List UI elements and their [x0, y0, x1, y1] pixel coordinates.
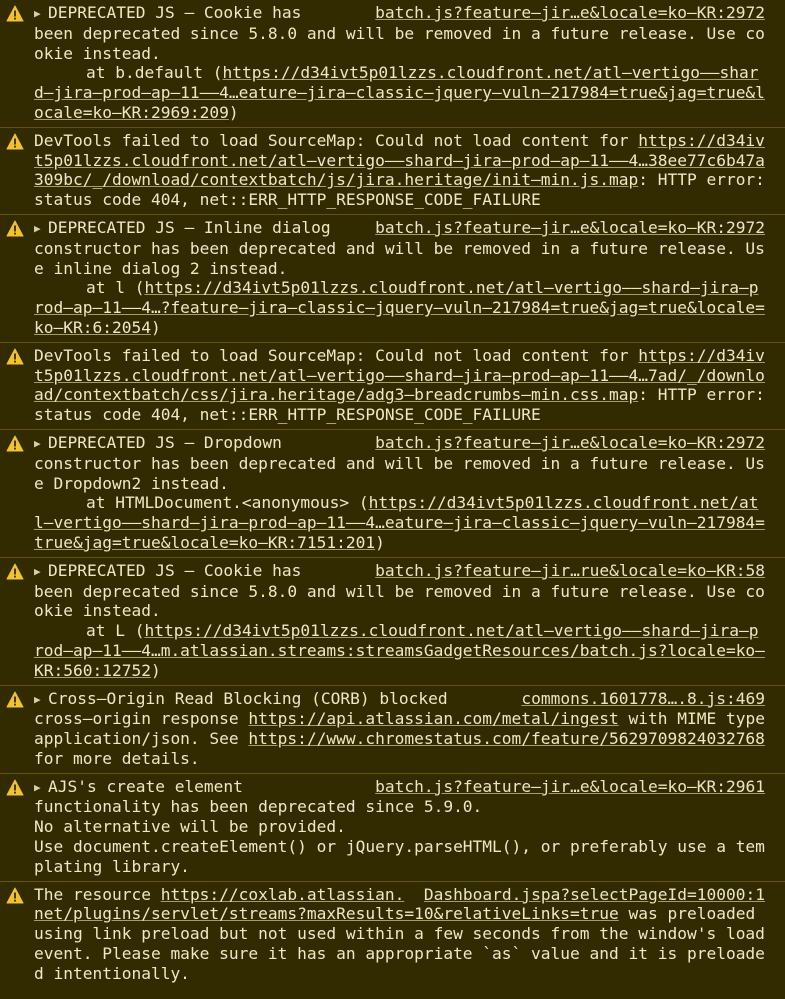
source-location-link[interactable]: commons.1601778….8.js:469 [521, 688, 765, 708]
source-location-link[interactable]: batch.js?feature–jir…rue&locale=ko–KR:58 [375, 560, 765, 580]
stack-frame-close: ) [150, 660, 161, 680]
message-suffix: : HTTP error: status code 404, net::ERR_HTTP_RESPONSE_CODE_FAILURE [34, 385, 775, 425]
source-location-link[interactable]: batch.js?feature–jir…e&locale=ko–KR:2972 [375, 432, 765, 452]
warning-icon [6, 133, 24, 150]
expand-arrow-icon[interactable]: ▶ [34, 780, 41, 794]
body-text: cross–origin response [34, 709, 249, 729]
message-suffix: was preloaded using link preload but not used within a few seconds from the window's load event. Please make sure it has an appropriate `as` value and it is preloaded intentionally. [34, 904, 775, 983]
stack-frame-close: ) [150, 317, 161, 337]
message-body: been deprecated since 5.8.0 and will be removed in a future release. Use cookie instead. [34, 23, 765, 63]
message-text [34, 777, 243, 796]
message-text [34, 561, 301, 580]
message-head: AJS's create element [48, 776, 243, 796]
stack-frame-link[interactable]: https://d34ivt5p01lzzs.cloudfront.net/atl–vertigo––shard–jira–prod–ap–11––4…?feature–jira–classic–jquery–vuln–217984=true&jag=true&locale=ko–KR:6:2054 [34, 278, 765, 337]
stack-frame-close: ) [375, 532, 385, 552]
source-location-link[interactable]: Dashboard.jspa?selectPageId=10000:1 [423, 884, 765, 904]
warning-icon [6, 435, 24, 452]
warning-icon [6, 220, 24, 237]
message-prefix: DevTools failed to load SourceMap: Could not load content for [34, 130, 639, 150]
source-location-link[interactable]: batch.js?feature–jir…e&locale=ko–KR:2972 [375, 217, 765, 237]
message-prefix: DevTools failed to load SourceMap: Could not load content for [34, 345, 639, 365]
console-warning-message[interactable] [0, 429, 785, 557]
expand-arrow-icon[interactable]: ▶ [34, 436, 41, 450]
stack-frame-label: at L ( [86, 621, 145, 641]
url-link[interactable]: https://d34ivt5p01lzzs.cloudfront.net/atl–vertigo––shard–jira–prod–ap–11––4…38ee77c6b47a309bc/_/download/contextbatch/js/jira.heritage/init–min.js.map [34, 130, 765, 190]
warning-icon [6, 779, 24, 796]
url-link[interactable]: https://d34ivt5p01lzzs.cloudfront.net/atl–vertigo––shard–jira–prod–ap–11––4…7ad/_/download/contextbatch/css/jira.heritage/adg3–breadcrumbs–min.css.map [34, 345, 765, 405]
message-line: Use document.createElement() or jQuery.parseHTML(), or preferably use a templating library. [34, 837, 765, 876]
message-body: constructor has been deprecated and will be removed in a future release. Use inline dialog 2 instead. [34, 238, 765, 278]
message-line: No alternative will be provided. [34, 817, 346, 837]
console-warning-message[interactable] [0, 0, 785, 127]
message-text [34, 345, 775, 425]
source-location-link[interactable]: batch.js?feature–jir…e&locale=ko–KR:2972 [375, 3, 765, 22]
message-body: been deprecated since 5.8.0 and will be removed in a future release. Use cookie instead. [34, 581, 765, 621]
console-warning-message[interactable] [0, 127, 785, 214]
message-text [34, 218, 331, 237]
message-line: functionality has been deprecated since 5.9.0. [34, 797, 483, 817]
stack-frame-label: at HTMLDocument.<anonymous> ( [86, 493, 369, 513]
body-text: for more details. [34, 729, 775, 768]
source-location-link[interactable]: batch.js?feature–jir…e&locale=ko–KR:2961 [375, 776, 765, 796]
message-text [34, 689, 448, 708]
expand-arrow-icon[interactable]: ▶ [34, 692, 41, 706]
message-body: constructor has been deprecated and will be removed in a future release. Use Dropdown2 instead. [34, 453, 765, 493]
stack-trace-line [34, 621, 765, 680]
stack-frame-link[interactable]: https://d34ivt5p01lzzs.cloudfront.net/atl–vertigo––shard–jira–prod–ap–11––4…m.atlassian.streams:streamsGadgetResources/batch.js?locale=ko–KR:560:12752 [34, 621, 765, 680]
message-head: DEPRECATED JS – Cookie has [48, 560, 302, 580]
message-text [34, 433, 282, 452]
stack-trace-line [34, 63, 765, 122]
stack-frame-label: at b.default ( [86, 63, 223, 83]
url-link[interactable]: https://coxlab.atlassian.net/plugins/servlet/streams?maxResults=10&relativeLinks=true [34, 884, 619, 924]
console-warning-message[interactable] [0, 342, 785, 429]
message-text [34, 3, 301, 22]
message-prefix: The resource [34, 884, 161, 904]
console-warning-message[interactable] [0, 881, 785, 988]
warning-icon [6, 5, 24, 22]
message-head: Cross–Origin Read Blocking (CORB) blocked [48, 688, 448, 708]
message-head: DEPRECATED JS – Cookie has [48, 3, 302, 22]
console-warning-message[interactable] [0, 773, 785, 881]
message-head: DEPRECATED JS – Inline dialog [48, 217, 331, 237]
expand-arrow-icon[interactable]: ▶ [34, 564, 41, 578]
warning-icon [6, 691, 24, 708]
warning-icon [6, 348, 24, 365]
warning-icon [6, 563, 24, 580]
console-warning-message[interactable] [0, 557, 785, 685]
message-head: DEPRECATED JS – Dropdown [48, 432, 282, 452]
message-text [34, 130, 775, 210]
stack-frame-label: at l ( [86, 278, 145, 298]
url-link[interactable]: https://www.chromestatus.com/feature/5629709824032768 [248, 729, 765, 749]
expand-arrow-icon[interactable]: ▶ [34, 7, 41, 20]
stack-trace-line [34, 493, 765, 552]
console-warning-message[interactable] [0, 214, 785, 342]
stack-frame-link[interactable]: https://d34ivt5p01lzzs.cloudfront.net/atl–vertigo––shard–jira–prod–ap–11––4…eature–jira–classic–jquery–vuln–217984=true&jag=true&locale=ko–KR:2969:209 [34, 63, 765, 122]
expand-arrow-icon[interactable]: ▶ [34, 221, 41, 235]
stack-frame-close: ) [228, 102, 239, 122]
warning-icon [6, 887, 24, 904]
url-link[interactable]: https://api.atlassian.com/metal/ingest [248, 709, 619, 729]
console-warning-message[interactable] [0, 685, 785, 773]
stack-frame-link[interactable]: https://d34ivt5p01lzzs.cloudfront.net/atl–vertigo––shard–jira–prod–ap–11––4…eature–jira–classic–jquery–vuln–217984=true&jag=true&locale=ko–KR:7151:201 [34, 493, 765, 552]
body-text: with MIME type application/json. See [34, 709, 775, 749]
stack-trace-line [34, 278, 765, 337]
message-body [34, 709, 775, 768]
message-suffix: : HTTP error: status code 404, net::ERR_HTTP_RESPONSE_CODE_FAILURE [34, 170, 775, 210]
